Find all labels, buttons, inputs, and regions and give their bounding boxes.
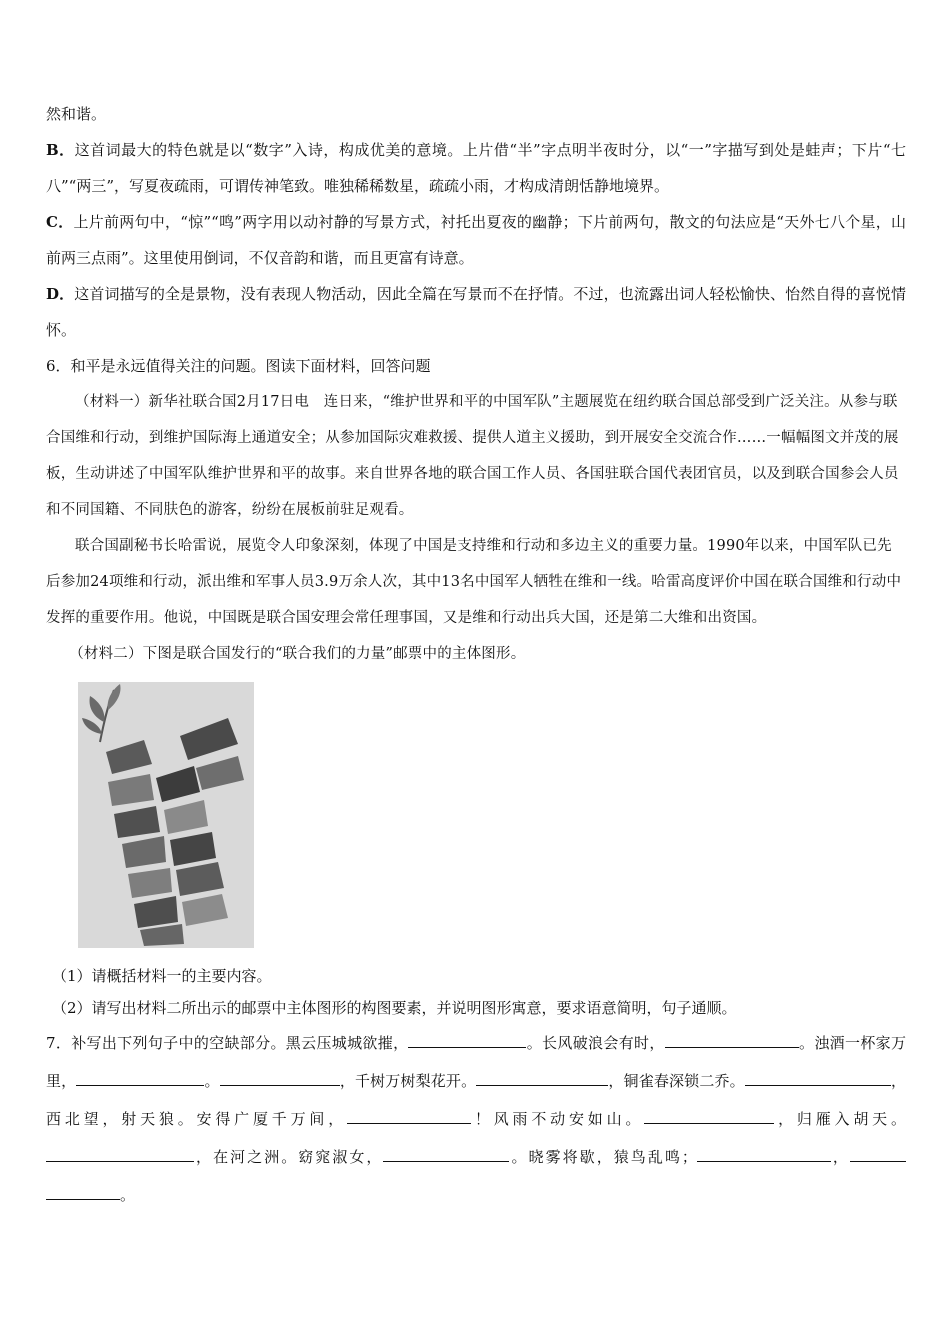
answer-blank-3[interactable] xyxy=(76,1069,204,1086)
answer-blank-6b[interactable] xyxy=(787,1069,891,1086)
material-1-paragraph-2: 联合国副秘书长哈雷说，展览令人印象深刻，体现了中国是支持维和行动和多边主义的重要力量。1990年以来，中国军队已先后参加24项维和行动，派出维和军事人员3.9万余人次，其中13名中国军人牺牲在维和一线。哈雷高度评价中国在联合国维和行动中发挥的重要作用。他说，中国既是联合国安理会常任理事国，又是维和行动出兵大国，还是第二大维和出资国。 xyxy=(46,538,902,626)
q7-segment-2: 。长风破浪会有时， xyxy=(526,1034,665,1052)
option-b-letter: B． xyxy=(46,141,75,159)
answer-blank-11[interactable] xyxy=(697,1145,831,1162)
material-1-paragraph-1: （材料一）新华社联合国2月17日电 连日来，“维护世界和平的中国军队”主题展览在纽约联合国总部受到广泛关注。从参与联合国维和行动，到维护国际海上通道安全；从参加国际灾难救援、提供人道主义援助，到开展安全交流合作……一幅幅图文并茂的展板，生动讲述了中国军队维护世界和平的故事。来自世界各地的联合国工作人员、各国驻联合国代表团官员，以及到联合国参会人员和不同国籍、不同肤色的游客，纷纷在展板前驻足观看。 xyxy=(46,394,899,518)
option-c-text: 上片前两句中，“惊”“鸣”两字用以动衬静的写景方式，衬托出夏夜的幽静；下片前两句，散文的句法应是“天外七八个星，山前两三点雨”。这里使用倒词，不仅音韵和谐，而且更富有诗意。 xyxy=(46,213,906,267)
option-c xyxy=(46,204,906,276)
answer-blank-8[interactable] xyxy=(644,1107,774,1124)
q7-segment-11: 。晓雾将歇，猿鸟乱鸣； xyxy=(509,1148,697,1166)
answer-blank-5[interactable] xyxy=(476,1069,608,1086)
q7-segment-12: ， xyxy=(830,1148,850,1166)
question-6-stem: 6．和平是永远值得关注的问题。图读下面材料，回答问题 xyxy=(46,357,431,375)
top-fragment: 然和谐。 xyxy=(46,105,107,123)
question-6-sub-2: （2）请写出材料二所出示的邮票中主体图形的构图要素，并说明图形寓意，要求语意简明，句子通顺。 xyxy=(52,999,737,1017)
q7-segment-8: ！风雨不动安如山。 xyxy=(471,1110,645,1128)
answer-blank-4[interactable] xyxy=(220,1069,340,1086)
q7-segment-1: 7．补写出下列句子中的空缺部分。黑云压城城欲摧， xyxy=(46,1034,409,1052)
answer-blank-9[interactable] xyxy=(46,1145,194,1162)
q7-segment-7: ，西北望，射天狼。安得广厦千万间， xyxy=(46,1072,906,1128)
q7-segment-6: ，铜雀春深锁二乔。 xyxy=(608,1072,745,1090)
answer-blank-1[interactable] xyxy=(408,1031,526,1048)
option-d-text: 这首词描写的全是景物，没有表现人物活动，因此全篇在写景而不在抒情。不过，也流露出词人轻松愉快、怡然自得的喜悦情怀。 xyxy=(46,285,906,339)
option-d xyxy=(46,276,906,348)
option-d-letter: D． xyxy=(46,285,75,303)
option-c-letter: C． xyxy=(46,213,74,231)
option-b xyxy=(46,132,906,204)
answer-blank-6a[interactable] xyxy=(745,1069,787,1086)
q7-segment-13: 。 xyxy=(120,1186,136,1204)
material-2-intro: （材料二）下图是联合国发行的“联合我们的力量”邮票中的主体图形。 xyxy=(69,646,526,662)
answer-blank-2[interactable] xyxy=(665,1031,799,1048)
q7-segment-3: 。浊酒一杯家万里， xyxy=(46,1034,906,1090)
q7-segment-5: ，千树万树梨花开。 xyxy=(339,1072,477,1090)
answer-blank-10[interactable] xyxy=(383,1145,509,1162)
q7-segment-10: ，在河之洲。窈窕淑女， xyxy=(194,1148,384,1166)
stamp-graphic xyxy=(78,682,254,948)
option-b-text: 这首词最大的特色就是以“数字”入诗，构成优美的意境。上片借“半”字点明半夜时分，以“一”字描写到处是蛙声；下片“七八”“两三”，写夏夜疏雨，可谓传神笔致。唯独稀稀数星，疏疏小雨，才构成清朗恬静地境界。 xyxy=(46,141,906,195)
answer-blank-12a[interactable] xyxy=(850,1145,906,1162)
question-6-sub-1: （1）请概括材料一的主要内容。 xyxy=(52,967,272,985)
q7-segment-4: 。 xyxy=(204,1072,220,1090)
stamp-figure-image xyxy=(78,682,254,948)
question-7 xyxy=(46,1024,906,1214)
q7-segment-9: ，归雁入胡天。 xyxy=(774,1110,906,1128)
answer-blank-12b[interactable] xyxy=(46,1183,120,1200)
document-page xyxy=(46,96,906,1214)
answer-blank-7[interactable] xyxy=(347,1107,471,1124)
